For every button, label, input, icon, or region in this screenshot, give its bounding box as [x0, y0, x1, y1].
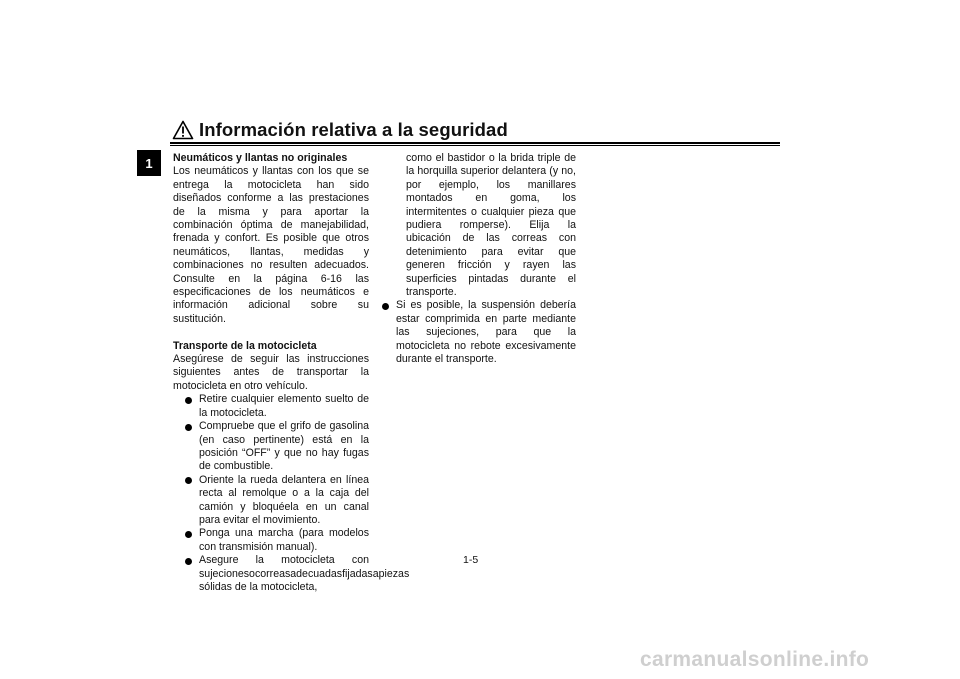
list-item: Ponga una marcha (para modelos con transmisión manual).	[183, 527, 369, 554]
list-item: Retire cualquier elemento suelto de la motocicleta.	[183, 393, 369, 420]
warning-triangle-icon	[172, 120, 194, 140]
watermark: carmanualsonline.info	[640, 648, 870, 671]
right-bullet-list	[380, 299, 576, 366]
right-column	[380, 152, 576, 367]
list-item: Oriente la rueda delantera en línea recta al remolque o a la caja del camión y bloquéela en un canal para evitar el movimiento.	[183, 474, 369, 528]
list-item: Asegure la motocicleta con sujecionesocorreasadecuadasfijadasapiezas sólidas de la motocicleta,	[183, 554, 369, 594]
page-header	[170, 118, 780, 142]
transport-bullet-list	[173, 393, 410, 594]
section-body-tires: Los neumáticos y llantas con los que se entrega la motocicleta han sido diseñados conforme a las prestaciones de la misma y para aportar la combinación óptima de manejabilidad, frenada y confort. Es posible que otros neumáticos, llantas, medidas y combinaciones no resulten adecuados. Consulte en la página 6-16 las especificaciones de los neumáticos e información adicional sobre su sustitución.	[173, 165, 369, 325]
header-rule-thin	[170, 145, 780, 146]
section-heading-tires: Neumáticos y llantas no originales	[173, 152, 348, 164]
list-item: Compruebe que el grifo de gasolina (en caso pertinente) está en la posición “OFF” y que no hay fugas de combustible.	[183, 420, 369, 474]
left-column	[173, 152, 410, 594]
section-body-transport: Asegúrese de seguir las instrucciones siguientes antes de transportar la motocicleta en otro vehículo.	[173, 353, 369, 392]
section-heading-transport: Transporte de la motocicleta	[173, 339, 317, 352]
bullet-continuation: como el bastidor o la brida triple de la horquilla superior delantera (y no, por ejemplo, los manillares montados en goma, los intermitentes o cualquier pieza que pudiera romperse). Elija la ubicación de las correas con detenimiento para evitar que generen fricción y rayen las superficies pintadas durante el transporte.	[406, 152, 576, 299]
page-number: 1-5	[463, 554, 479, 566]
list-item: Si es posible, la suspensión debería estar comprimida en parte mediante las sujeciones, para que la motocicleta no rebote excesivamente durante el transporte.	[380, 299, 576, 366]
header-rule	[170, 142, 780, 144]
page-title: Información relativa a la seguridad	[199, 119, 508, 140]
chapter-tab: 1	[137, 150, 161, 176]
